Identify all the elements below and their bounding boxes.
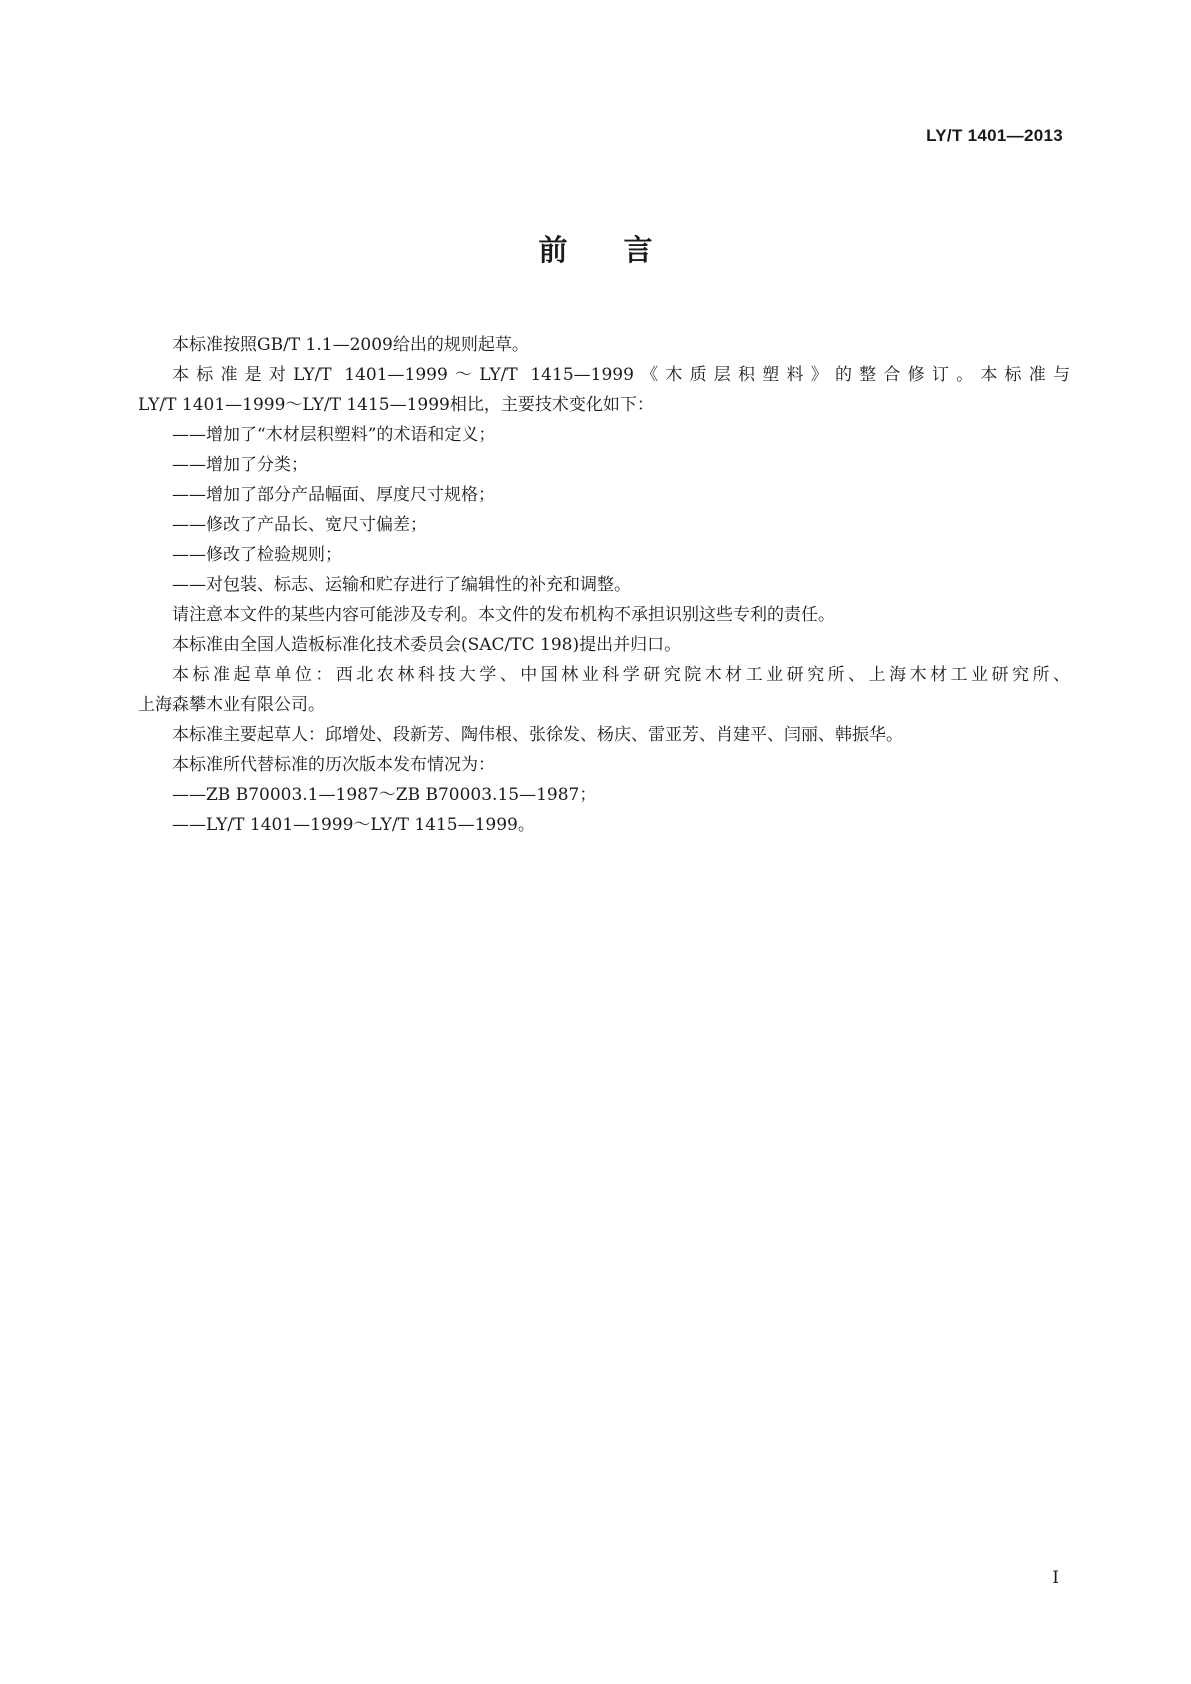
paragraph-drafting-rules: 本标准按照GB/T 1.1—2009给出的规则起草。	[172, 335, 529, 355]
list-item-previous-edition: ——ZB B70003.1—1987～ZB B70003.15—1987；	[172, 785, 597, 805]
document-body	[138, 330, 1070, 840]
paragraph-proposer: 本标准由全国人造板标准化技术委员会(SAC/TC 198)提出并归口。	[172, 635, 682, 655]
list-item-change: ——对包装、标志、运输和贮存进行了编辑性的补充和调整。	[172, 575, 631, 595]
list-item-change: ——修改了检验规则；	[172, 545, 342, 565]
paragraph-patent-notice: 请注意本文件的某些内容可能涉及专利。本文件的发布机构不承担识别这些专利的责任。	[172, 605, 835, 625]
page-title: 前言	[538, 233, 709, 267]
list-item-change: ——增加了“木材层积塑料”的术语和定义；	[172, 425, 496, 445]
list-item-change: ——修改了产品长、宽尺寸偏差；	[172, 515, 427, 535]
list-item-change: ——增加了分类；	[172, 455, 308, 475]
paragraph-previous-editions: 本标准所代替标准的历次版本发布情况为：	[172, 755, 495, 775]
paragraph-drafters: 本标准主要起草人：邱增处、段新芳、陶伟根、张徐发、杨庆、雷亚芳、肖建平、闫丽、韩振华。	[172, 725, 903, 745]
paragraph-drafting-units-continued: 上海森攀木业有限公司。	[138, 695, 325, 715]
paragraph-revision-intro-continued: LY/T 1401—1999～LY/T 1415—1999相比，主要技术变化如下：	[138, 395, 654, 415]
paragraph-revision-intro: 本标准是对LY/T 1401—1999～LY/T 1415—1999《木质层积塑料》的整合修订。本标准与	[172, 365, 1070, 385]
standard-code: LY/T 1401—2013	[926, 126, 1063, 145]
page-number: I	[1052, 1568, 1059, 1588]
paragraph-drafting-units: 本标准起草单位：西北农林科技大学、中国林业科学研究院木材工业研究所、上海木材工业研究所、	[172, 665, 1070, 685]
list-item-change: ——增加了部分产品幅面、厚度尺寸规格；	[172, 485, 495, 505]
list-item-previous-edition: ——LY/T 1401—1999～LY/T 1415—1999。	[172, 815, 535, 835]
